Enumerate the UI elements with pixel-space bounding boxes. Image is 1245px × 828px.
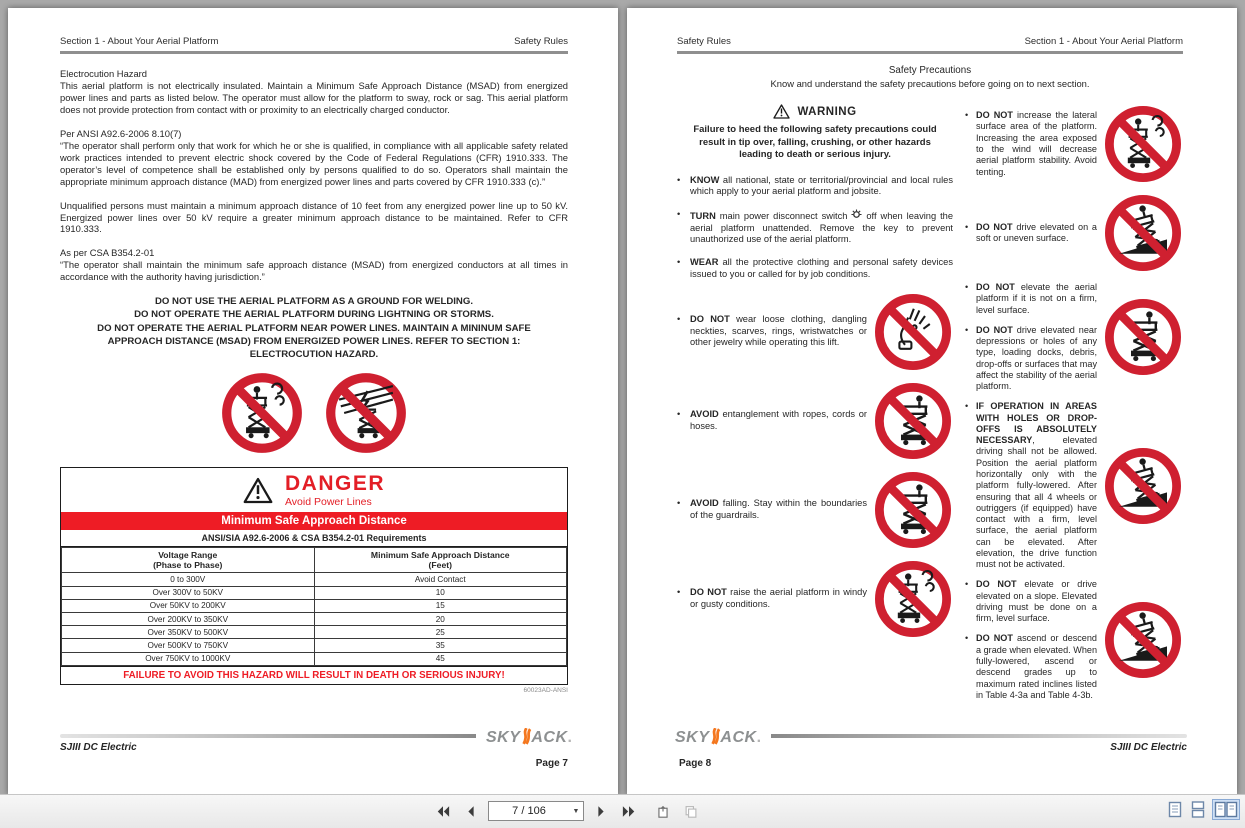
page-navigation xyxy=(432,800,702,822)
csa-title: As per CSA B354.2-01 xyxy=(60,247,155,259)
doc-reference: 60023AD-ANSI xyxy=(523,687,568,695)
failure-warning: FAILURE TO AVOID THIS HAZARD WILL RESULT IN DEATH OR SERIOUS INJURY! xyxy=(61,666,567,685)
bullet-dot xyxy=(677,409,690,432)
page-number-input[interactable] xyxy=(489,802,569,820)
page-number-label: Page 7 xyxy=(535,758,568,769)
danger-triangle-icon xyxy=(243,477,273,504)
list-item-slope-group xyxy=(965,579,1183,701)
document-page-7 xyxy=(8,8,618,795)
no-raising-in-wind-icon xyxy=(873,559,953,639)
two-page-view-icon xyxy=(1214,801,1238,818)
bullet-dot xyxy=(965,401,976,570)
bullet-dot xyxy=(677,314,690,349)
list-item-wear: • WEAR all the protective clothing and personal safety devices issued to you or called for by job conditions. xyxy=(677,257,953,280)
table-row: Over 750KV to 1000KV 45 xyxy=(62,652,567,665)
warning-line: DO NOT OPERATE THE AERIAL PLATFORM DURING LIGHTNING OR STORMS. xyxy=(134,309,494,321)
page-number-label: Page 8 xyxy=(679,758,712,769)
logo-text: ACK xyxy=(720,729,757,746)
bullet-dot xyxy=(965,282,976,316)
do-not-warning-block xyxy=(74,295,554,361)
list-item-firm-level-group xyxy=(965,282,1183,392)
last-page-button[interactable] xyxy=(618,800,640,822)
table-row: Over 350KV to 500KV 25 xyxy=(62,626,567,639)
logo-text: SKY xyxy=(675,729,710,746)
list-item-loose-clothing: • DO NOT wear loose clothing, dangling neckties, scarves, rings, wristwatches or other jewelry while operating this lift. xyxy=(677,292,953,372)
two-page-view-button[interactable] xyxy=(1213,800,1239,819)
list-item-not-firm: • DO NOT elevate the aerial platform if it is not on a firm, level surface. xyxy=(965,282,1097,316)
skyjack-logo: SKY ACK . xyxy=(675,725,771,747)
precautions-column-left xyxy=(677,104,953,701)
electrocution-hazard-body: This aerial platform is not electrically insulated. Maintain a Minimum Safe Approach Distance (MSAD) from energized power lines and parts as listed below. The operator must allow for the platform to sway, rock or sag. This aerial platform does not provide protection from contact with or proximity to an electrically charged conductor. xyxy=(60,80,568,115)
no-loose-clothing-icon xyxy=(873,292,953,372)
bullet-dot xyxy=(677,209,690,246)
bullet-dot xyxy=(965,222,976,245)
key-switch-icon xyxy=(851,209,862,220)
viewer-toolbar xyxy=(0,794,1245,828)
no-lateral-area-icon xyxy=(1103,104,1183,184)
single-page-view-button[interactable] xyxy=(1167,800,1183,819)
table-row: Over 300V to 50KV 10 xyxy=(62,586,567,599)
page-layout-controls xyxy=(1167,800,1239,819)
next-page-button[interactable] xyxy=(590,800,612,822)
csa-body: “The operator shall maintain the minimum safe approach distance (MSAD) from energized conductors at all times in accordance with the authority having jurisdiction.” xyxy=(60,259,568,283)
previous-view-icon xyxy=(656,805,670,818)
model-label: SJIII DC Electric xyxy=(1110,742,1187,753)
safety-precautions-subtitle: Know and understand the safety precautions before going on to next section. xyxy=(770,78,1090,89)
page-indicator-box xyxy=(488,801,584,821)
first-page-icon xyxy=(436,805,450,818)
bullet-dot xyxy=(677,498,690,521)
bullet-dot xyxy=(677,587,690,610)
no-depressions-icon xyxy=(1103,297,1183,377)
requirements-row: ANSI/SIA A92.6-2006 & CSA B354.2-01 Requirements xyxy=(61,530,567,547)
previous-page-icon xyxy=(464,805,478,818)
table-row: Over 50KV to 200KV 15 xyxy=(62,599,567,612)
no-slope-driving-icon xyxy=(1103,600,1183,680)
header-section-label: Section 1 - About Your Aerial Platform xyxy=(60,36,219,47)
no-operation-near-power-lines-icon xyxy=(324,371,408,455)
header-chapter-label: Safety Rules xyxy=(514,36,568,47)
warning-line: DO NOT USE THE AERIAL PLATFORM AS A GROUND FOR WELDING. xyxy=(154,296,473,308)
page-header xyxy=(677,36,1183,54)
previous-page-button[interactable] xyxy=(460,800,482,822)
bullet-dot xyxy=(677,175,690,198)
previous-view-button[interactable] xyxy=(652,800,674,822)
list-item-know: • KNOW all national, state or territorial/provincial and local rules which apply to your aerial platform and jobsite. xyxy=(677,175,953,198)
list-item-grade: • DO NOT ascend or descend a grade when elevated. When fully-lowered, ascend or descend grades up to maximum rated inclines listed in Table 4-3a and Table 4-3b. xyxy=(965,633,1097,701)
logo-text: SKY xyxy=(485,729,521,746)
no-falling-icon xyxy=(873,470,953,550)
bullet-dot xyxy=(965,633,976,701)
list-item-falling: • AVOID falling. Stay within the boundaries of the guardrails. xyxy=(677,470,953,550)
list-item-windy: • DO NOT raise the aerial platform in windy or gusty conditions. xyxy=(677,559,953,639)
ansi-body: “The operator shall perform only that work for which he or she is qualified, in compliance with all applicable safety related work practices intended to prevent electric shock covered by the Code of Federal Regulations (CFR) 1910.333. The operator’s level of competence shall be established only by persons qualified to do so. Operators shall maintain the appropriate minimum approach distance (MAD) from energized power lines and parts covered by CFR 1910.333 (c).” xyxy=(60,139,568,187)
single-page-view-icon xyxy=(1168,801,1182,818)
page-footer xyxy=(60,729,572,769)
no-operation-during-storms-icon xyxy=(220,371,304,455)
warning-label: WARNING xyxy=(797,105,857,118)
model-label: SJIII DC Electric xyxy=(60,742,137,753)
list-item-depressions: • DO NOT drive elevated near depressions or holes of any type, loading docks, debris, drop-offs or surfaces that may affect the stability of the aerial platform. xyxy=(965,325,1097,393)
ansi-title: Per ANSI A92.6-2006 8.10(7) xyxy=(60,127,182,139)
table-row: Over 200KV to 350KV 20 xyxy=(62,612,567,625)
next-view-icon xyxy=(684,805,698,818)
continuous-view-button[interactable] xyxy=(1190,800,1206,819)
bullet-dot xyxy=(965,110,976,178)
list-item-entanglement: • AVOID entanglement with ropes, cords or hoses. xyxy=(677,381,953,461)
logo-text: ACK xyxy=(531,729,568,746)
warning-heading xyxy=(677,104,953,119)
list-item-turn: • TURN main power disconnect switch off when leaving the aerial platform unattended. Remove the key to prevent unauthorized use of the aerial platform. xyxy=(677,209,953,246)
page-footer xyxy=(675,729,1187,769)
header-section-label: Section 1 - About Your Aerial Platform xyxy=(1024,36,1183,47)
distance-header: Minimum Safe Approach Distance (Feet) xyxy=(314,548,567,573)
table-row: Over 500KV to 750KV 35 xyxy=(62,639,567,652)
electrocution-hazard-title: Electrocution Hazard xyxy=(60,68,148,79)
first-page-button[interactable] xyxy=(432,800,454,822)
precautions-column-right xyxy=(965,104,1183,701)
no-uneven-surface-icon xyxy=(1103,193,1183,273)
warning-triangle-icon xyxy=(773,104,790,119)
unqualified-body: Unqualified persons must maintain a minimum approach distance of 10 feet from any energized power line up to 50 kV. Energized power lines over 50 kV require a greater minimum approach distance to be maintained. Refer to CFR 1910.333. xyxy=(60,199,568,235)
no-holes-dropoffs-icon xyxy=(1103,446,1183,526)
page-header xyxy=(60,36,568,54)
header-chapter-label: Safety Rules xyxy=(677,36,731,47)
msad-bar-title: Minimum Safe Approach Distance xyxy=(61,512,567,530)
safety-precautions-title: Safety Precautions xyxy=(888,65,972,76)
list-item-slope: • DO NOT elevate or drive elevated on a slope. Elevated driving must be done on a firm, level surface. xyxy=(965,579,1097,624)
bullet-dot xyxy=(965,325,976,393)
document-page-8 xyxy=(627,8,1237,795)
bullet-dot xyxy=(965,579,976,624)
logo-flame-icon xyxy=(708,728,721,745)
continuous-view-icon xyxy=(1191,801,1205,818)
voltage-range-header: Voltage Range (Phase to Phase) xyxy=(62,548,315,573)
list-item-lateral-area: • DO NOT increase the lateral surface area of the platform. Increasing the area exposed to the wind will decrease aerial platform stability. Avoid tenting. xyxy=(965,104,1183,184)
electrocution-pictograms xyxy=(60,371,568,455)
logo-flame-icon xyxy=(519,728,532,745)
danger-header xyxy=(61,468,567,512)
page-dropdown-caret-icon[interactable]: ▼ xyxy=(572,807,580,815)
warning-body: Failure to heed the following safety precautions could result in tip over, falling, crushing, or other hazards leading to death or serious injury. xyxy=(693,124,937,161)
danger-word: DANGER xyxy=(284,472,385,496)
table-row: 0 to 300V Avoid Contact xyxy=(62,573,567,586)
msad-table xyxy=(61,547,567,665)
skyjack-logo: SKY ACK . xyxy=(476,725,572,747)
next-page-icon xyxy=(594,805,608,818)
no-entanglement-icon xyxy=(873,381,953,461)
last-page-icon xyxy=(622,805,636,818)
list-item-soft-surface: • DO NOT drive elevated on a soft or uneven surface. xyxy=(965,193,1183,273)
next-view-button[interactable] xyxy=(680,800,702,822)
danger-subtitle: Avoid Power Lines xyxy=(284,496,372,509)
msad-danger-table xyxy=(60,467,568,685)
warning-line: DO NOT OPERATE THE AERIAL PLATFORM NEAR POWER LINES. MAINTAIN A MININUM SAFE APPROACH DISTANCE (MSAD) FROM ENERGIZED POWER LINES. REFER TO SECTION 1: ELECTROCUTION HAZARD. xyxy=(97,322,531,361)
list-item-holes-dropoffs: • IF OPERATION IN AREAS WITH HOLES OR DROP-OFFS IS ABSOLUTELY NECESSARY, elevated driving shall not be allowed. Position the aerial platform horizontally only with the platform fully-lowered. After ensuring that all 4 wheels or outriggers (if equipped) have contact with a firm, level surface, the aerial platform can be elevated. After elevation, the drive function must not be activated. xyxy=(965,401,1183,570)
bullet-dot xyxy=(677,257,690,280)
